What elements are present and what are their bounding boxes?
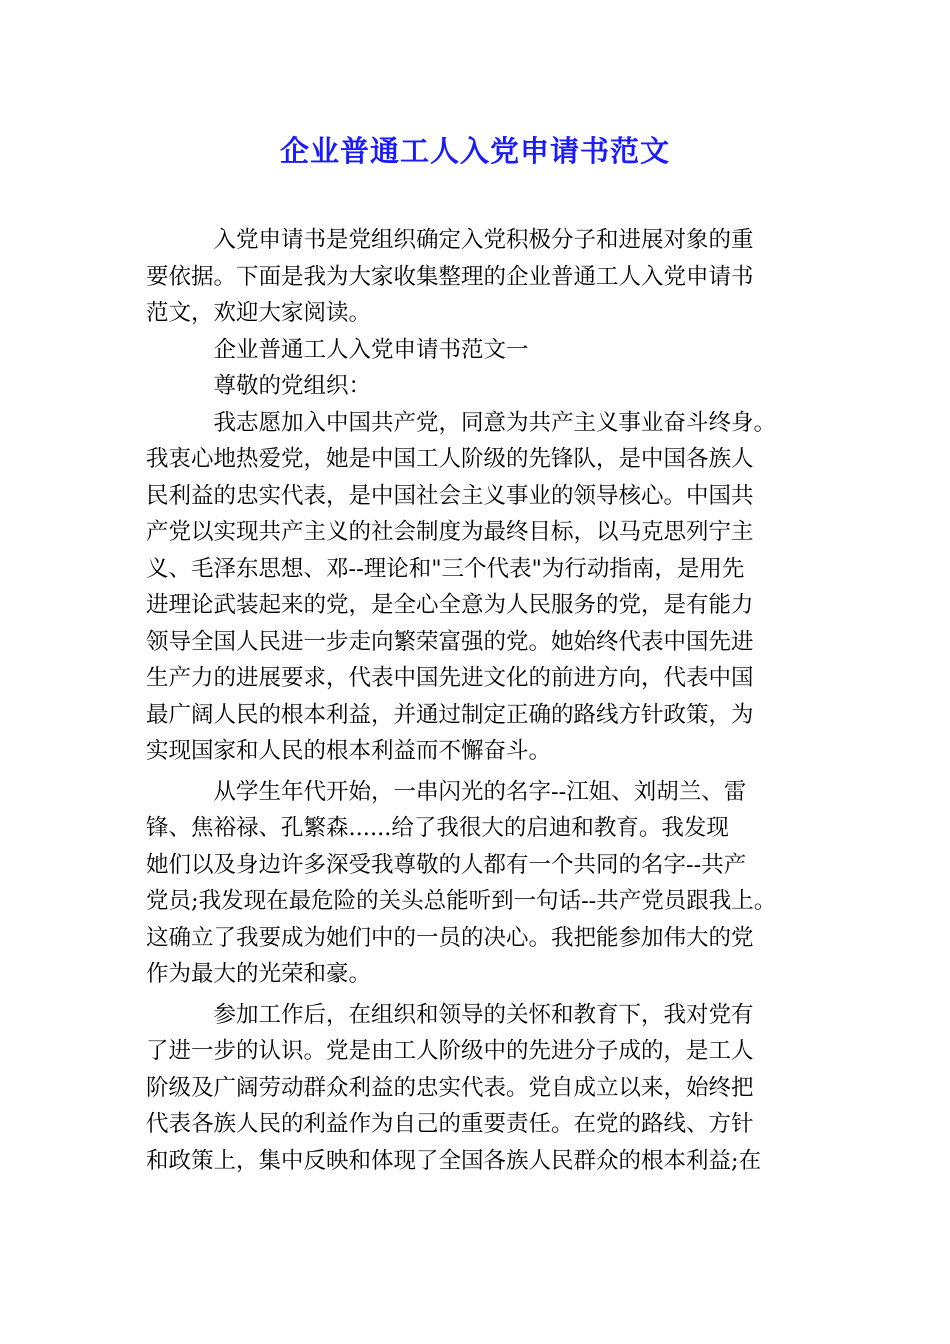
text-line: 我志愿加入中国共产党，同意为共产主义事业奋斗终身。	[213, 409, 777, 436]
salutation	[146, 368, 808, 405]
text-line: 锋、焦裕禄、孔繁森......给了我很大的启迪和教育。我发现	[146, 815, 729, 841]
text-line: 我衷心地热爱党，她是中国工人阶级的先锋队，是中国各族人	[146, 446, 754, 472]
text-line: 尊敬的党组织：	[213, 373, 372, 399]
document-title: 企业普通工人入党申请书范文	[279, 134, 670, 168]
text-line: 入党申请书是党组织确定入党积极分子和进展对象的重	[213, 227, 754, 253]
text-line: 领导全国人民进一步走向繁荣富强的党。她始终代表中国先进	[146, 628, 754, 655]
text-line: 这确立了我要成为她们中的一员的决心。我把能参加伟大的党	[146, 924, 754, 951]
paragraph-body	[146, 774, 808, 993]
document-body	[146, 222, 808, 1179]
text-line: 从学生年代开始，一串闪光的名字--江姐、刘胡兰、雷	[213, 778, 747, 805]
text-line: 范文，欢迎大家阅读。	[146, 300, 372, 326]
text-line: 代表各族人民的利益作为自己的重要责任。在党的路线、方针	[146, 1111, 754, 1137]
section-heading	[146, 332, 808, 369]
text-line: 了进一步的认识。党是由工人阶级中的先进分子成的，是工人	[146, 1038, 754, 1064]
text-line: 进理论武装起来的党，是全心全意为人民服务的党，是有能力	[146, 592, 754, 618]
text-line: 和政策上，集中反映和体现了全国各族人民群众的根本利益;在	[146, 1147, 762, 1174]
text-line: 作为最大的光荣和豪。	[146, 961, 372, 987]
text-line: 阶级及广阔劳动群众利益的忠实代表。党自成立以来，始终把	[146, 1074, 754, 1101]
text-line: 产党以实现共产主义的社会制度为最终目标，以马克思列宁主	[146, 519, 754, 545]
paragraph-body	[146, 997, 808, 1180]
text-line: 党员;我发现在最危险的关头总能听到一句话--共产党员跟我上。	[146, 888, 777, 914]
text-line: 义、毛泽东思想、邓--理论和"三个代表"为行动指南，是用先	[146, 555, 745, 582]
text-line: 要依据。下面是我为大家收集整理的企业普通工人入党申请书	[146, 263, 754, 290]
paragraph-intro	[146, 222, 808, 332]
text-line: 参加工作后，在组织和领导的关怀和教育下，我对党有	[213, 1001, 754, 1028]
text-line: 实现国家和人民的根本利益而不懈奋斗。	[146, 738, 552, 764]
text-line: 她们以及身边许多深受我尊敬的人都有一个共同的名字--共产	[146, 851, 747, 878]
text-line: 最广阔人民的根本利益，并通过制定正确的路线方针政策，为	[146, 701, 754, 728]
paragraph-body	[146, 405, 808, 770]
text-line: 企业普通工人入党申请书范文一	[213, 336, 529, 363]
text-line: 生产力的进展要求，代表中国先进文化的前进方向，代表中国	[146, 665, 754, 691]
text-line: 民利益的忠实代表，是中国社会主义事业的领导核心。中国共	[146, 482, 754, 509]
